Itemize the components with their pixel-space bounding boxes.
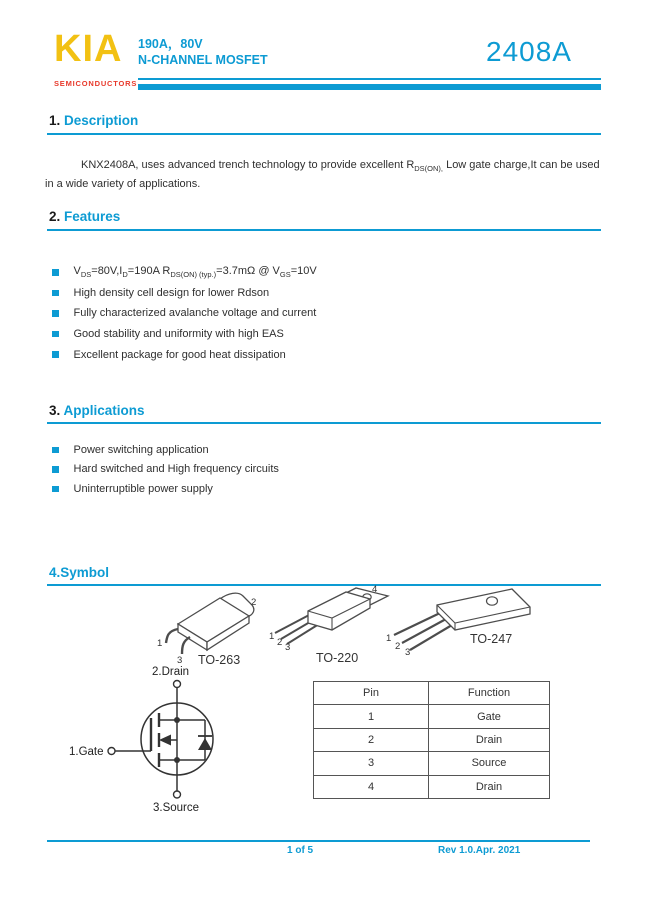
description-text: KNX2408A, uses advanced trench technology to provide excellent R [81, 159, 415, 171]
pin-cell: 4 [314, 775, 429, 798]
pin-cell: 1 [314, 705, 429, 728]
package-name-label: TO-220 [316, 651, 359, 665]
pin-label-3: 3 [285, 642, 291, 653]
pin-label-3: 3 [177, 655, 183, 666]
logo-subtitle: SEMICONDUCTORS [54, 79, 138, 88]
function-cell: Drain [429, 775, 550, 798]
list-item [52, 324, 317, 345]
part-number: 2408A [486, 36, 572, 67]
header-rule-thick [138, 84, 601, 90]
function-cell: Gate [429, 705, 550, 728]
pin-label-1: 1 [386, 633, 392, 644]
section-title-applications [49, 403, 145, 418]
application-text: Hard switched and High frequency circuits [73, 463, 279, 476]
feature-text: Good stability and uniformity with high EAS [73, 328, 284, 341]
section-number: 1. [49, 113, 61, 128]
device-spec [138, 36, 268, 68]
list-item [52, 303, 317, 324]
list-item [52, 479, 279, 499]
revision-label: Rev 1.0.Apr. 2021 [438, 845, 521, 856]
pin-label-1: 1 [269, 631, 275, 642]
package-name-label: TO-247 [470, 632, 513, 646]
to-247-package-icon [382, 583, 542, 668]
section-label: 4.Symbol [49, 565, 110, 580]
gate-label: 1.Gate [69, 746, 104, 758]
pin-label-3: 3 [405, 647, 411, 658]
source-label: 3.Source [153, 802, 200, 814]
section-number: 2. [49, 209, 61, 224]
feature-text: High density cell design for lower Rdson [73, 286, 270, 299]
applications-list [52, 440, 279, 499]
bullet-square-icon [52, 290, 59, 297]
mosfet-symbol-icon [55, 663, 305, 815]
description-text-cont: Low gate charge,It can be used in a wide variety of applications. [45, 159, 600, 190]
application-text: Power switching application [73, 443, 209, 456]
pin-label-2: 2 [277, 637, 283, 648]
list-item [52, 440, 279, 460]
mosfet-symbol-drawing [55, 663, 305, 820]
to-247-drawing [382, 583, 542, 668]
section-label: Features [64, 209, 121, 224]
pin-label-4: 4 [372, 584, 378, 595]
section-rule [47, 133, 601, 135]
application-text: Uninterruptible power supply [73, 482, 213, 495]
pin-label-1: 1 [157, 638, 163, 649]
package-name-label: TO-263 [198, 653, 241, 667]
feature-text: Fully characterized avalanche voltage and current [73, 307, 317, 320]
section-label: Description [64, 113, 139, 128]
spec-line-2: N-CHANNEL MOSFET [138, 53, 268, 67]
table-row [314, 728, 550, 751]
bullet-square-icon [52, 486, 59, 493]
list-item [52, 262, 317, 283]
to-263-drawing [148, 588, 273, 668]
bullet-square-icon [52, 310, 59, 317]
header-rule-thin [138, 78, 601, 80]
section-title-features [49, 209, 120, 224]
pin-cell: 2 [314, 728, 429, 751]
kia-logo: KIA [54, 28, 123, 70]
features-list [52, 262, 317, 365]
table-row [314, 705, 550, 728]
drain-label: 2.Drain [152, 666, 190, 678]
table-row [314, 752, 550, 775]
bullet-square-icon [52, 331, 59, 338]
list-item [52, 460, 279, 480]
section-title-symbol [49, 565, 109, 580]
table-header-function: Function [429, 682, 550, 705]
pin-label-2: 2 [395, 641, 401, 652]
pin-label-2: 2 [251, 597, 257, 608]
feature-spec-text: $V_{DS}=80V,I_D=190A$ $R_{DS(ON) (typ.)}=3.7m\Omega$ @ $V_{GS}=10V$ [73, 265, 317, 280]
bullet-square-icon [52, 351, 59, 358]
pin-function-table [313, 681, 550, 799]
table-header-row [314, 682, 550, 705]
table-header-pin: Pin [314, 682, 429, 705]
section-number: 3. [49, 403, 61, 418]
function-cell: Drain [429, 728, 550, 751]
bullet-square-icon [52, 269, 59, 276]
section-title-description [49, 113, 138, 128]
page-number: 1 of 5 [287, 845, 314, 856]
description-paragraph [45, 158, 603, 191]
to-263-package-icon [148, 588, 273, 668]
bullet-square-icon [52, 447, 59, 454]
section-rule [47, 422, 601, 424]
list-item [52, 283, 317, 304]
bullet-square-icon [52, 466, 59, 473]
pin-cell: 3 [314, 752, 429, 775]
footer-rule [47, 840, 590, 842]
feature-text: Excellent package for good heat dissipation [73, 348, 286, 361]
spec-line-1: 190A，80V [138, 37, 203, 51]
section-rule [47, 229, 601, 231]
description-subscript: DS(ON), [414, 164, 444, 174]
list-item [52, 344, 317, 365]
table-row [314, 775, 550, 798]
function-cell: Source [429, 752, 550, 775]
section-label: Applications [63, 403, 145, 418]
